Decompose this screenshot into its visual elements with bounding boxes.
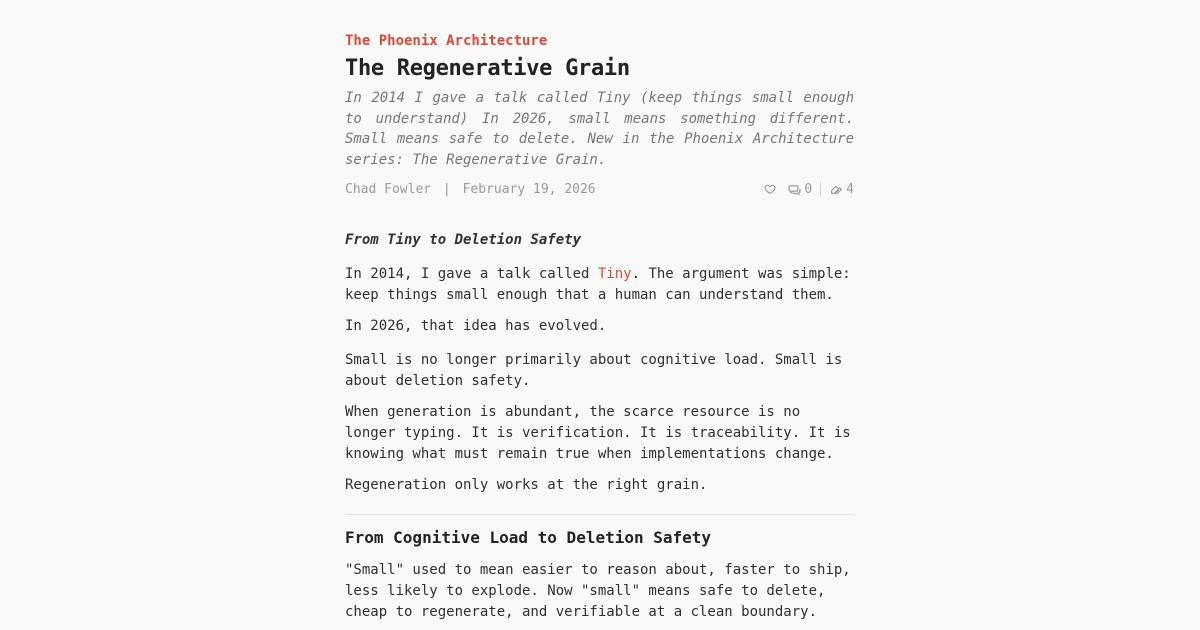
paragraph-1 — [345, 264, 854, 306]
author-name[interactable]: Chad Fowler — [345, 181, 432, 197]
post-title: The Regenerative Grain — [345, 56, 630, 81]
section-divider — [345, 514, 854, 515]
section-2-heading: From Cognitive Load to Deletion Safety — [345, 528, 712, 548]
paragraph-2: In 2026, that idea has evolved. — [345, 318, 607, 335]
engagement-actions — [763, 182, 854, 197]
paragraph-4: When generation is abundant, the scarce resource is no longer typing. It is verification. It is traceability. It is knowing what must remain true when implementations change. — [345, 404, 851, 463]
paragraph-1-start: In 2014, I gave a talk called — [345, 266, 598, 283]
paragraph-6: "Small" used to mean easier to reason about, faster to ship, less likely to explode. Now "small" means safe to delete, cheap to regenerate, and verifiable at a clean boundary. — [345, 562, 851, 621]
post-date: February 19, 2026 — [462, 181, 596, 197]
series-label[interactable]: The Phoenix Architecture — [345, 33, 548, 49]
byline — [345, 182, 596, 197]
heart-icon[interactable] — [763, 182, 777, 196]
intro-heading: From Tiny to Deletion Safety — [345, 232, 582, 249]
comments-count: 0 — [804, 181, 813, 197]
paragraph-1-end: . The argument was simple: keep things small enough that a human can understand them. — [345, 266, 851, 304]
paragraph-3: Small is no longer primarily about cognitive load. Small is about deletion safety. — [345, 352, 843, 390]
post-article — [345, 31, 854, 623]
actions-divider — [820, 182, 821, 196]
restacks-count: 4 — [846, 181, 854, 197]
comment-icon[interactable] — [787, 182, 801, 196]
restack-icon[interactable] — [829, 182, 843, 196]
post-subtitle: In 2014 I gave a talk called Tiny (keep things small enough to understand) In 2026, small means something different. Small means safe to delete. New in the Phoenix Architecture series: The Regenerative Grain. — [345, 90, 854, 168]
paragraph-5: Regeneration only works at the right grain. — [345, 477, 708, 494]
post-meta-bar — [345, 179, 854, 199]
tiny-talk-link[interactable]: Tiny — [597, 266, 632, 283]
byline-separator: | — [442, 181, 451, 197]
